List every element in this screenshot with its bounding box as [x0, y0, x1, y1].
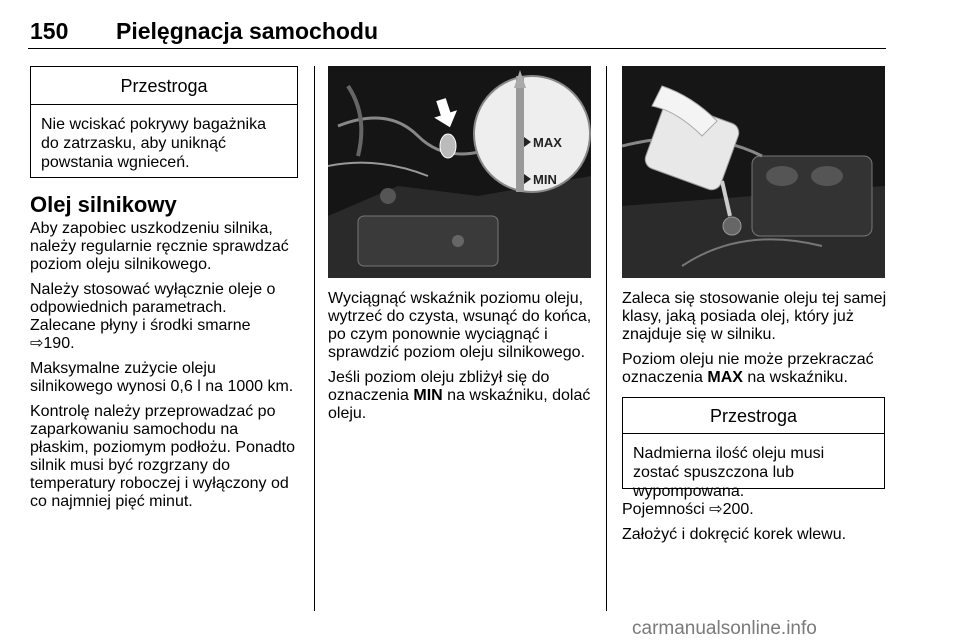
keyword-max: MAX	[707, 369, 743, 386]
caution-title: Przestroga	[623, 398, 884, 434]
caution-text: Nie wciskać pokrywy bagażnika do zatrzasku, aby uniknąć powstania wgnieceń.	[41, 116, 266, 171]
paragraph-reference: Pojemności ⇨ 200.	[622, 501, 888, 519]
caution-title: Przestroga	[31, 67, 297, 105]
reference-label: Zalecane płyny i środki smarne	[30, 317, 251, 334]
page-header	[28, 14, 886, 49]
paragraph: Jeśli poziom oleju zbliżył się do oznaczenia MIN na wskaźniku, dolać oleju.	[328, 369, 591, 422]
paragraph: Należy stosować wyłącznie oleje o odpowiednich parametrach.	[30, 281, 276, 316]
column-divider	[606, 66, 607, 611]
engine-dipstick-image	[328, 66, 591, 278]
column-middle	[328, 290, 596, 430]
paragraph: Wyciągnąć wskaźnik poziomu oleju, wytrzeć do czysta, wsunąć do końca, po czym ponownie wyciągnąć i sprawdzić poziom oleju silnikowego.	[328, 290, 592, 361]
engine-oil-filling-image	[622, 66, 885, 278]
dipstick-min-label: MIN	[533, 172, 557, 187]
paragraph: Zaleca się stosowanie oleju tej samej klasy, jaką posiada olej, który już znajduje się w silniku.	[622, 290, 887, 343]
page-number: 150	[30, 18, 69, 44]
page-reference-link[interactable]: ⇨ 190.	[30, 335, 75, 352]
column-divider	[314, 66, 315, 611]
section-title: Pielęgnacja samochodu	[116, 18, 379, 44]
watermark: carmanualsonline.info	[632, 618, 817, 639]
paragraph-reference	[30, 317, 298, 353]
caution-text: Nadmierna ilość oleju musi zostać spuszczona lub wypompowana.	[633, 445, 825, 500]
paragraph: Kontrolę należy przeprowadzać po zaparkowaniu samochodu na płaskim, poziomym podłożu. Ponadto silnik musi być rozgrzany do temperatury roboczej i wyłączony od co najmniej pięć minut.	[30, 403, 296, 510]
paragraph: Aby zapobiec uszkodzeniu silnika, należy regularnie ręcznie sprawdzać poziom oleju silnikowego.	[30, 220, 289, 273]
keyword-min: MIN	[413, 387, 443, 404]
dipstick-max-label: MAX	[533, 135, 562, 150]
paragraph: Poziom oleju nie może przekraczać oznaczenia MAX na wskaźniku.	[622, 351, 874, 386]
caution-box	[622, 397, 885, 500]
column-right	[622, 290, 888, 551]
caution-box	[30, 66, 298, 178]
heading-engine-oil: Olej silnikowy	[30, 192, 177, 217]
paragraph: Założyć i dokręcić korek wlewu.	[622, 526, 847, 543]
page-reference-link[interactable]: ⇨ 200.	[709, 501, 754, 518]
column-left	[30, 66, 298, 518]
paragraph: Maksymalne zużycie oleju silnikowego wynosi 0,6 l na 1000 km.	[30, 360, 294, 395]
